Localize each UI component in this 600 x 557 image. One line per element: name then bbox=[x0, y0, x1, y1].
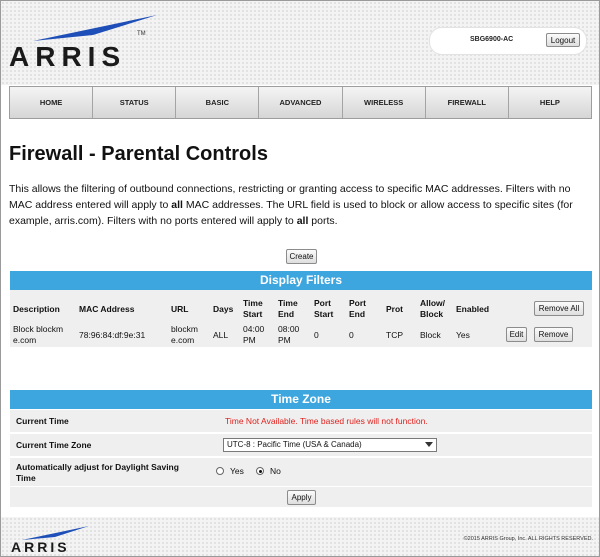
row-prot: TCP bbox=[386, 330, 403, 340]
dst-yes-radio[interactable] bbox=[216, 467, 224, 475]
row-time-end bbox=[278, 324, 299, 346]
col-prot: Prot bbox=[386, 304, 403, 314]
intro-part-1: This allows the filtering of outbound connections, restricting or granting access to specific MAC addresses. Filters with no MAC address entered will apply to bbox=[9, 183, 571, 211]
dst-label-2: Time bbox=[16, 473, 36, 483]
brand-logo: ARRIS bbox=[9, 41, 127, 72]
col-time-start-2: Start bbox=[243, 309, 263, 319]
copyright-text: ©2015 ARRIS Group, Inc. ALL RIGHTS RESERVED. bbox=[463, 536, 593, 542]
intro-part-3: ports. bbox=[308, 215, 338, 227]
nav-advanced[interactable]: ADVANCED bbox=[259, 87, 342, 118]
current-time-label: Current Time bbox=[16, 416, 69, 426]
row-time-end-2: PM bbox=[278, 335, 291, 345]
col-allow-2: Block bbox=[420, 309, 444, 319]
intro-bold-2: all bbox=[296, 215, 309, 227]
dst-no-radio[interactable] bbox=[256, 467, 264, 475]
dst-label bbox=[16, 462, 179, 484]
col-time-start-1: Time bbox=[243, 298, 263, 308]
col-port-end-2: End bbox=[349, 309, 366, 319]
row-time-start bbox=[243, 324, 264, 346]
intro-text bbox=[9, 181, 594, 229]
time-zone-select[interactable] bbox=[223, 438, 437, 452]
row-mac: 78:96:84:df:9e:31 bbox=[79, 330, 146, 340]
current-time-row bbox=[10, 410, 592, 432]
col-mac: MAC Address bbox=[79, 304, 135, 314]
col-allow-block bbox=[420, 298, 445, 320]
nav-wireless[interactable]: WIRELESS bbox=[343, 87, 426, 118]
col-description: Description bbox=[13, 304, 60, 314]
col-url: URL bbox=[171, 304, 189, 314]
row-enabled: Yes bbox=[456, 330, 470, 340]
edit-button[interactable]: Edit bbox=[506, 327, 527, 342]
logout-button[interactable]: Logout bbox=[546, 33, 580, 47]
row-days: ALL bbox=[213, 330, 229, 340]
row-description-1: Block blockm bbox=[13, 324, 64, 334]
footer bbox=[1, 517, 599, 556]
col-time-end-1: Time bbox=[278, 298, 298, 308]
row-description-2: e.com bbox=[13, 335, 37, 345]
col-time-end bbox=[278, 298, 298, 320]
display-filters-header: Display Filters bbox=[10, 271, 592, 290]
footer-logo: ARRIS bbox=[11, 539, 70, 555]
nav-firewall[interactable]: FIREWALL bbox=[426, 87, 509, 118]
nav-help[interactable]: HELP bbox=[539, 98, 560, 107]
trademark-mark: TM bbox=[137, 31, 146, 37]
intro-part-2: MAC addresses. The URL field is used to block or allow access to specific sites (for example, arris.com). Filters with no ports entered will apply to bbox=[9, 199, 573, 227]
row-time-end-1: 08:00 bbox=[278, 324, 300, 334]
main-nav bbox=[9, 86, 592, 119]
dst-label-1: Automatically adjust for Daylight Saving bbox=[16, 462, 179, 472]
filters-table bbox=[10, 290, 592, 347]
row-action: Block bbox=[420, 330, 441, 340]
col-port-start bbox=[314, 298, 333, 320]
col-port-start-1: Port bbox=[314, 298, 331, 308]
dst-no-label: No bbox=[270, 466, 281, 476]
model-name: SBG6900-AC bbox=[470, 36, 514, 43]
col-enabled: Enabled bbox=[456, 304, 490, 314]
apply-button[interactable]: Apply bbox=[287, 490, 316, 505]
time-zone-row bbox=[10, 434, 592, 456]
model-box bbox=[429, 27, 587, 55]
current-time-warning: Time Not Available. Time based rules will not function. bbox=[225, 416, 428, 426]
time-zone-header: Time Zone bbox=[10, 390, 592, 409]
header bbox=[1, 1, 599, 85]
time-zone-label: Current Time Zone bbox=[16, 440, 92, 450]
create-button[interactable]: Create bbox=[286, 249, 317, 264]
page-title: Firewall - Parental Controls bbox=[9, 143, 268, 165]
row-time-start-2: PM bbox=[243, 335, 256, 345]
time-zone-value: UTC-8 : Pacific Time (USA & Canada) bbox=[227, 440, 362, 449]
remove-all-button[interactable]: Remove All bbox=[534, 301, 584, 316]
col-port-end-1: Port bbox=[349, 298, 366, 308]
row-url bbox=[171, 324, 198, 346]
row-url-2: e.com bbox=[171, 335, 195, 345]
row-port-end: 0 bbox=[349, 330, 354, 340]
row-description bbox=[13, 324, 63, 346]
row-url-1: blockm bbox=[171, 324, 198, 334]
col-time-start bbox=[243, 298, 263, 320]
col-allow-1: Allow/ bbox=[420, 298, 446, 308]
col-time-end-2: End bbox=[278, 309, 295, 319]
remove-button[interactable]: Remove bbox=[534, 327, 573, 342]
nav-home[interactable]: HOME bbox=[10, 87, 93, 118]
chevron-down-icon bbox=[425, 442, 433, 447]
dst-row bbox=[10, 458, 592, 486]
dst-yes-label: Yes bbox=[230, 466, 244, 476]
arris-swoosh-icon bbox=[31, 13, 161, 43]
col-port-start-2: Start bbox=[314, 309, 334, 319]
intro-bold-1: all bbox=[171, 199, 183, 211]
col-days: Days bbox=[213, 304, 234, 314]
nav-basic[interactable]: BASIC bbox=[176, 87, 259, 118]
row-port-start: 0 bbox=[314, 330, 319, 340]
nav-status[interactable]: STATUS bbox=[93, 87, 176, 118]
row-time-start-1: 04:00 bbox=[243, 324, 265, 334]
col-port-end bbox=[349, 298, 366, 320]
